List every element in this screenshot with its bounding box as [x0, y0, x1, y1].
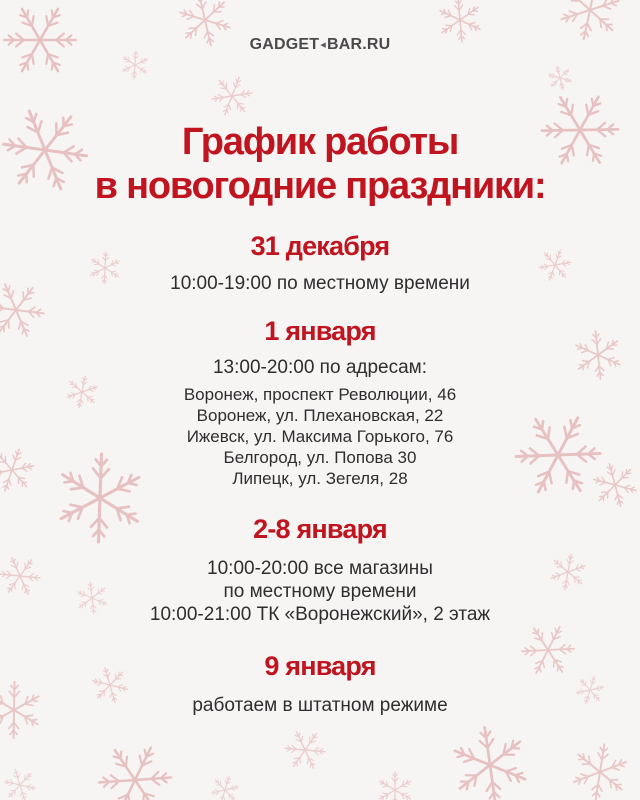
date-heading-jan1: 1 января [264, 316, 376, 346]
address-item: Ижевск, ул. Максима Горького, 76 [186, 427, 454, 446]
hours-jan2-8 [0, 557, 640, 626]
address-item: Воронеж, ул. Плехановская, 22 [196, 406, 444, 425]
page-title [0, 120, 640, 208]
address-item: Воронеж, проспект Революции, 46 [183, 385, 457, 404]
hours-line: 10:00-21:00 ТК «Воронежский», 2 этаж [149, 604, 491, 625]
address-list [0, 384, 640, 489]
hours-line: по местному времени [223, 581, 417, 602]
arrow-left-icon: ◂ [320, 39, 326, 51]
hours-dec31: 10:00-19:00 по местному времени [170, 273, 470, 294]
hours-line: 10:00-20:00 все магазины [207, 558, 433, 579]
brand-logo-right: BAR.RU [326, 36, 391, 53]
title-line-1: График работы [181, 121, 459, 163]
date-heading-jan2-8: 2-8 января [253, 514, 387, 544]
address-item: Белгород, ул. Попова 30 [223, 448, 417, 467]
brand-logo-left: GADGET [249, 36, 320, 53]
title-line-2: в новогодние праздники: [94, 165, 546, 207]
hours-jan1: 13:00-20:00 по адресам: [212, 357, 428, 378]
date-heading-dec31: 31 декабря [250, 231, 390, 261]
date-heading-jan9: 9 января [264, 651, 376, 681]
hours-jan9: работаем в штатном режиме [192, 695, 448, 716]
brand-logo [0, 36, 640, 54]
address-item: Липецк, ул. Зегеля, 28 [232, 469, 408, 488]
